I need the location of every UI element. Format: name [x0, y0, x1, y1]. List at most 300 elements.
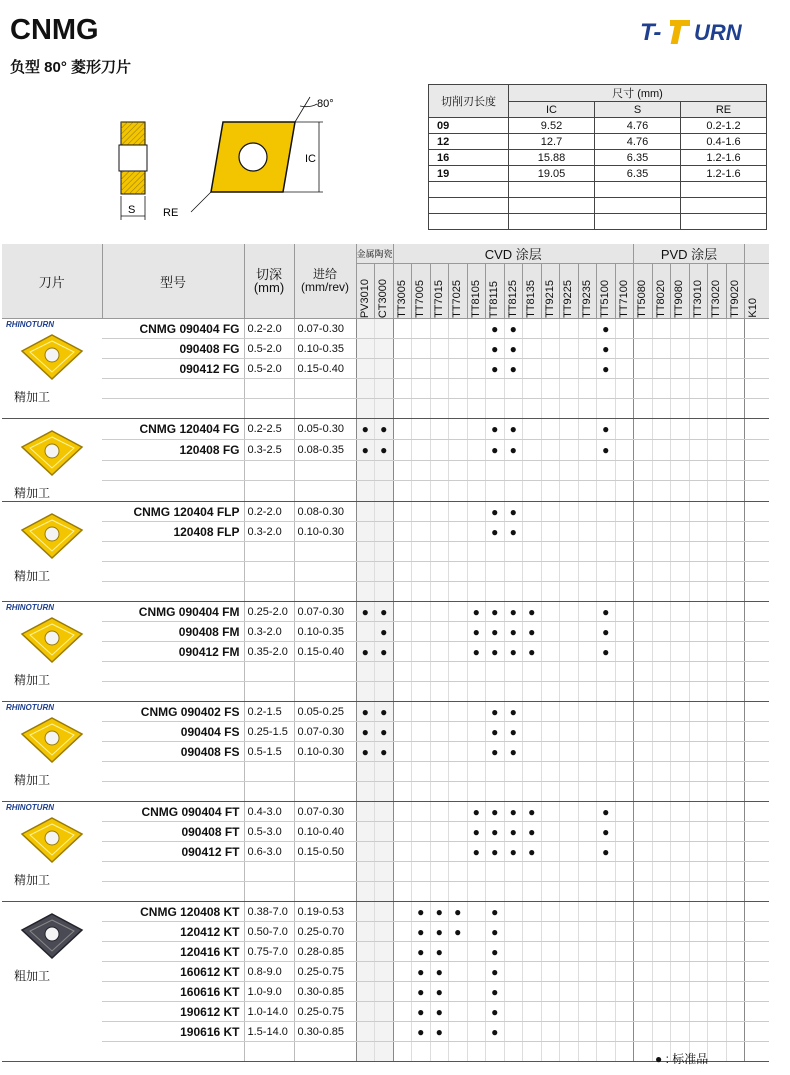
grade-cell [486, 682, 505, 702]
grade-cell [745, 359, 769, 379]
standard-dot: ● [361, 421, 369, 436]
grade-cell [726, 842, 745, 862]
grade-cell [652, 762, 671, 782]
grade-label: TT8020 [654, 280, 667, 318]
grade-cell [523, 481, 542, 502]
grade-cell [449, 942, 468, 962]
grade-cell [393, 802, 412, 822]
page-subtitle: 负型 80° 菱形刀片 [10, 59, 132, 76]
table-row [2, 662, 769, 682]
grade-cell [504, 542, 523, 562]
grade-cell [634, 542, 653, 562]
grade-cell [541, 982, 560, 1002]
standard-dot: ● [491, 964, 499, 979]
grade-cell [578, 439, 597, 460]
table-row [2, 1002, 769, 1022]
grade-cell [504, 502, 523, 522]
grade-cell [615, 562, 634, 582]
cvd-group-header: CVD 涂层 [393, 244, 634, 264]
grade-cell [356, 682, 375, 702]
grade-label: TT3020 [710, 280, 722, 318]
grade-cell [486, 642, 505, 662]
grade-cell [634, 882, 653, 902]
grade-cell [449, 1002, 468, 1022]
grade-cell [597, 742, 616, 762]
grade-cell [375, 419, 394, 440]
grade-cell [523, 562, 542, 582]
grade-cell [726, 742, 745, 762]
grade-cell [652, 942, 671, 962]
grade-cell [560, 702, 579, 722]
grade-label: TT9020 [728, 280, 741, 318]
standard-dot: ● [380, 724, 388, 739]
grade-cell [356, 642, 375, 662]
grade-cell [560, 319, 579, 339]
model-cell [102, 682, 244, 702]
grade-cell [449, 682, 468, 702]
model-cell [102, 662, 244, 682]
grade-cell [597, 542, 616, 562]
grade-cell [356, 802, 375, 822]
grade-cell [467, 642, 486, 662]
grade-cell [597, 662, 616, 682]
standard-dot: ● [602, 361, 610, 376]
grade-cell [430, 562, 449, 582]
grade-cell [578, 481, 597, 502]
standard-dot: ● [361, 644, 369, 659]
grade-cell [726, 562, 745, 582]
grade-cell [356, 822, 375, 842]
grade-cell [708, 399, 727, 419]
grade-cell [430, 642, 449, 662]
grade-cell [504, 1002, 523, 1022]
grade-cell [745, 439, 769, 460]
grade-cell [467, 922, 486, 942]
grade-cell [504, 842, 523, 862]
grade-cell [726, 862, 745, 882]
grade-cell [708, 722, 727, 742]
grade-cell [467, 942, 486, 962]
grade-cell [726, 882, 745, 902]
grade-cell [430, 319, 449, 339]
grade-cell [467, 822, 486, 842]
grade-cell [597, 762, 616, 782]
grade-cell [597, 722, 616, 742]
grade-cell [708, 882, 727, 902]
grade-cell [689, 562, 708, 582]
grade-cell [597, 1002, 616, 1022]
grade-cell [504, 419, 523, 440]
grade-cell [652, 460, 671, 481]
grade-cell [652, 802, 671, 822]
depth-cell [244, 460, 294, 481]
machining-category: 精加工 [14, 390, 51, 404]
table-row [2, 502, 769, 522]
grade-cell [597, 1042, 616, 1062]
grade-cell [486, 982, 505, 1002]
grade-cell [541, 862, 560, 882]
grade-cell [671, 742, 690, 762]
model-header: 型号 [102, 244, 244, 319]
grade-cell [597, 319, 616, 339]
grade-cell [615, 722, 634, 742]
grade-cell [467, 742, 486, 762]
grade-cell [578, 359, 597, 379]
standard-dot: ● [491, 944, 499, 959]
grade-cell [726, 379, 745, 399]
grade-cell [708, 782, 727, 802]
grade-cell [486, 1022, 505, 1042]
grade-cell [671, 822, 690, 842]
feed-cell [294, 682, 356, 702]
grade-cell [375, 359, 394, 379]
grade-cell [486, 419, 505, 440]
grade-cell [430, 522, 449, 542]
grade-cell [541, 542, 560, 562]
grade-cell [652, 702, 671, 722]
model-cell [102, 542, 244, 562]
size-empty-cell [429, 214, 509, 230]
grade-cell [745, 722, 769, 742]
grade-cell [523, 642, 542, 662]
grade-cell [560, 419, 579, 440]
size-value: 19.05 [509, 166, 595, 182]
grade-cell [449, 922, 468, 942]
grade-cell [356, 339, 375, 359]
grade-cell [652, 399, 671, 419]
grade-cell [597, 481, 616, 502]
grade-cell [597, 602, 616, 622]
grade-cell [708, 359, 727, 379]
grade-label: TT3005 [395, 280, 408, 318]
grade-cell [467, 359, 486, 379]
grade-cell [412, 502, 431, 522]
grade-cell [393, 962, 412, 982]
depth-cell: 1.0-9.0 [244, 982, 294, 1002]
table-row [2, 802, 769, 822]
standard-dot: ● [528, 804, 536, 819]
grade-cell [597, 399, 616, 419]
grade-cell [541, 722, 560, 742]
grade-cell [634, 862, 653, 882]
grade-cell [523, 762, 542, 782]
standard-dot: ● [417, 904, 425, 919]
grade-cell [634, 379, 653, 399]
grade-cell [726, 582, 745, 602]
grade-cell [430, 339, 449, 359]
grade-cell [541, 922, 560, 942]
feed-cell: 0.15-0.40 [294, 642, 356, 662]
table-row [2, 562, 769, 582]
depth-cell: 0.5-2.0 [244, 359, 294, 379]
grade-cell [652, 339, 671, 359]
grade-cell [726, 439, 745, 460]
feed-cell: 0.05-0.25 [294, 702, 356, 722]
grade-cell [708, 822, 727, 842]
size-col-edge: 切削刃长度 [429, 85, 509, 118]
grade-cell [504, 782, 523, 802]
grade-label: TT3010 [691, 280, 704, 318]
grade-cell [689, 802, 708, 822]
grade-cell [671, 642, 690, 662]
grade-cell [652, 582, 671, 602]
grade-cell [745, 622, 769, 642]
standard-dot: ● [528, 844, 536, 859]
model-cell [102, 481, 244, 502]
grade-cell [356, 522, 375, 542]
grade-cell [578, 522, 597, 542]
grade-cell [541, 379, 560, 399]
grade-cell [634, 522, 653, 542]
grade-cell [708, 662, 727, 682]
grade-cell [356, 379, 375, 399]
feed-cell: 0.07-0.30 [294, 802, 356, 822]
grade-cell [652, 642, 671, 662]
grade-cell [634, 502, 653, 522]
grade-cell [541, 339, 560, 359]
size-empty-cell [595, 214, 681, 230]
grade-cell [671, 722, 690, 742]
grade-cell [375, 782, 394, 802]
table-row [2, 582, 769, 602]
grade-cell [504, 722, 523, 742]
standard-dot: ● [509, 504, 517, 519]
grade-cell [412, 1002, 431, 1022]
grade-cell [726, 602, 745, 622]
grade-cell [356, 481, 375, 502]
depth-cell: 0.5-1.5 [244, 742, 294, 762]
model-cell [102, 379, 244, 399]
grade-cell [375, 562, 394, 582]
grade-cell [393, 742, 412, 762]
grade-cell [504, 439, 523, 460]
standard-dot: ● [528, 824, 536, 839]
grade-cell [523, 862, 542, 882]
depth-cell: 0.25-2.0 [244, 602, 294, 622]
grade-cell [615, 662, 634, 682]
grade-cell [615, 682, 634, 702]
grade-cell [578, 702, 597, 722]
grade-header [597, 264, 616, 319]
page-title: CNMG [10, 14, 99, 46]
standard-dot: ● [509, 524, 517, 539]
grade-label: TT7025 [451, 280, 463, 318]
grade-cell [726, 902, 745, 922]
model-cell: 090412 FM [102, 642, 244, 662]
grade-cell [486, 602, 505, 622]
grade-cell [504, 1022, 523, 1042]
grade-cell [708, 1022, 727, 1042]
standard-dot: ● [602, 804, 610, 819]
grade-cell [523, 982, 542, 1002]
standard-dot: ● [380, 604, 388, 619]
grade-cell [467, 1002, 486, 1022]
grade-cell [430, 982, 449, 1002]
size-edge-value: 09 [429, 118, 509, 134]
grade-cell [375, 722, 394, 742]
grade-cell [523, 842, 542, 862]
grade-cell [412, 542, 431, 562]
depth-cell [244, 882, 294, 902]
grade-cell [523, 662, 542, 682]
grade-cell [541, 319, 560, 339]
size-row [429, 134, 767, 150]
grade-cell [745, 582, 769, 602]
grade-cell [597, 522, 616, 542]
grade-cell [726, 339, 745, 359]
grade-cell [541, 822, 560, 842]
grade-cell [671, 359, 690, 379]
grade-header [634, 264, 653, 319]
insert-icon [2, 714, 102, 769]
grade-cell [652, 359, 671, 379]
grade-cell [523, 1002, 542, 1022]
grade-cell [430, 622, 449, 642]
grade-cell [486, 359, 505, 379]
standard-dot: ● [528, 624, 536, 639]
grade-cell [412, 962, 431, 982]
grade-cell [745, 902, 769, 922]
grade-cell [356, 742, 375, 762]
grade-cell [412, 642, 431, 662]
grade-cell [393, 982, 412, 1002]
grade-cell [412, 319, 431, 339]
grade-label: TT9080 [673, 280, 685, 318]
grade-cell [560, 1022, 579, 1042]
grade-label: TT7015 [432, 280, 445, 318]
depth-cell [244, 562, 294, 582]
size-value: 12.7 [509, 134, 595, 150]
feed-cell: 0.30-0.85 [294, 982, 356, 1002]
size-edge-value: 19 [429, 166, 509, 182]
grade-cell [578, 542, 597, 562]
standard-dot: ● [491, 1024, 499, 1039]
grade-cell [467, 902, 486, 922]
grade-cell [504, 622, 523, 642]
grade-cell [708, 562, 727, 582]
size-row [429, 214, 767, 230]
grade-cell [393, 562, 412, 582]
model-cell: 190612 KT [102, 1002, 244, 1022]
grade-cell [560, 379, 579, 399]
grade-cell [541, 502, 560, 522]
grade-cell [486, 962, 505, 982]
grade-cell [726, 1022, 745, 1042]
grade-cell [375, 682, 394, 702]
grade-cell [523, 419, 542, 440]
grade-cell [523, 582, 542, 602]
insert-image-cell [2, 502, 102, 602]
feed-cell [294, 762, 356, 782]
grade-cell [634, 399, 653, 419]
grade-cell [745, 982, 769, 1002]
grade-cell [449, 481, 468, 502]
standard-dot: ● [491, 804, 499, 819]
table-row [2, 682, 769, 702]
grade-cell [504, 562, 523, 582]
grade-cell [745, 522, 769, 542]
standard-dot: ● [491, 724, 499, 739]
grade-cell [726, 662, 745, 682]
grade-cell [412, 842, 431, 862]
grade-cell [375, 502, 394, 522]
feed-cell [294, 481, 356, 502]
grade-cell [356, 722, 375, 742]
grade-cell [412, 682, 431, 702]
table-row [2, 439, 769, 460]
grade-cell [412, 1022, 431, 1042]
grade-cell [356, 1002, 375, 1022]
feed-cell: 0.10-0.30 [294, 522, 356, 542]
grade-cell [356, 460, 375, 481]
feed-cell [294, 782, 356, 802]
insert-image-cell [2, 419, 102, 502]
grade-cell [578, 602, 597, 622]
model-cell: 090412 FG [102, 359, 244, 379]
depth-cell: 0.2-2.0 [244, 502, 294, 522]
blade-header: 刀片 [2, 244, 102, 319]
grade-cell [689, 702, 708, 722]
model-cell: 120408 FG [102, 439, 244, 460]
grade-cell [708, 862, 727, 882]
grade-cell [449, 419, 468, 440]
standard-dot: ● [602, 644, 610, 659]
grade-cell [430, 862, 449, 882]
grade-cell [689, 439, 708, 460]
grade-cell [745, 882, 769, 902]
standard-dot: ● [491, 824, 499, 839]
grade-cell [708, 582, 727, 602]
standard-dot: ● [509, 321, 517, 336]
grade-cell [634, 602, 653, 622]
grade-cell [689, 642, 708, 662]
table-row [2, 419, 769, 440]
model-cell: 160612 KT [102, 962, 244, 982]
grade-cell [375, 922, 394, 942]
model-cell [102, 762, 244, 782]
depth-cell [244, 582, 294, 602]
grade-cell [467, 439, 486, 460]
feed-cell: 0.10-0.35 [294, 622, 356, 642]
size-empty-cell [429, 198, 509, 214]
grade-cell [726, 542, 745, 562]
grade-label: TT7100 [617, 280, 630, 318]
grade-cell [560, 962, 579, 982]
k10-group-header [745, 244, 769, 264]
grade-cell [652, 922, 671, 942]
grade-cell [745, 682, 769, 702]
grade-cell [708, 339, 727, 359]
size-row [429, 198, 767, 214]
model-cell: 120412 KT [102, 922, 244, 942]
grade-cell [634, 582, 653, 602]
grade-cell [652, 562, 671, 582]
standard-dot: ● [491, 361, 499, 376]
table-row [2, 762, 769, 782]
grade-cell [541, 742, 560, 762]
standard-dot: ● [361, 604, 369, 619]
grade-cell [486, 722, 505, 742]
grade-cell [393, 822, 412, 842]
grade-cell [430, 802, 449, 822]
grade-cell [356, 902, 375, 922]
size-empty-cell [595, 182, 681, 198]
standard-dot: ● [509, 804, 517, 819]
depth-cell [244, 542, 294, 562]
grade-cell [615, 439, 634, 460]
grade-cell [560, 682, 579, 702]
grade-cell [375, 842, 394, 862]
